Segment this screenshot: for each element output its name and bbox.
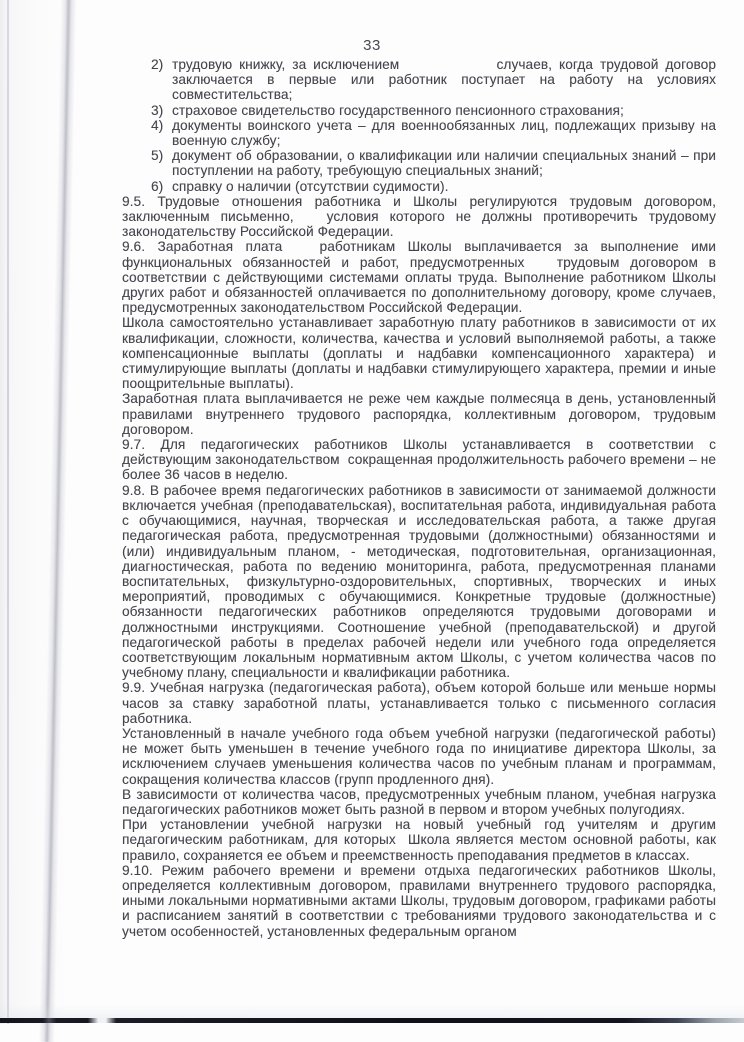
paragraph-9-7: 9.7. Для педагогических работников Школы устанавливается в соответствии с действующим законодательством сокращенная продолжительность рабочего времени – не более 36 часов в неделю. [122,437,716,483]
list-item [122,103,716,118]
list-item [122,179,716,194]
list-item-number: 4) [151,117,164,133]
paragraph-9-10: 9.10. Режим рабочего времени и времени отдыха педагогических работников Школы, определяется коллективным договором, правилами внутреннего трудового распорядка, иными локальными нормативными актами Школы, трудовым договором, графиками работы и расписанием занятий в соответствии с требованиями трудового законодательства и с учетом особенностей, установленных федеральным органом [122,862,716,939]
paragraph-workload-semesters: В зависимости от количества часов, предусмотренных учебным планом, учебная нагрузка педагогических работников может быть разной в первом и втором учебных полугодиях. [122,786,716,817]
page-fold-shadow [39,0,77,1042]
list-item-text: страховое свидетельство государственного пенсионного страхования; [172,102,624,118]
page-left-edge-line [7,0,9,1024]
paragraph-salary-setting: Школа самостоятельно устанавливает заработную плату работников в зависимости от их квалификации, сложности, количества, качества и условий выполняемой работы, а также компенсационные выплаты (доплаты и надбавки компенсационного характера) и стимулирующие выплаты (доплаты и надбавки стимулирующего характера, премии и иные поощрительные выплаты). [122,315,716,392]
list-item-number: 5) [151,148,164,164]
paragraph-workload-set: Установленный в начале учебного года объем учебной нагрузки (педагогической работы) не может быть уменьшен в течение учебного года по инициативе директора Школы, за исключением случаев уменьшения количества часов по учебным планам и программам, сокращения количества классов (групп продленного дня). [122,725,716,787]
paragraph-workload-newyear: При установлении учебной нагрузки на новый учебный год учителям и другим педагогическим работникам, для которых Школа является местом основной работы, как правило, сохраняется ее объем и преемственность преподавания предметов в классах. [122,817,716,863]
list-item-text: документы воинского учета – для военнообязанных лиц, подлежащих призыву на военную службу; [172,117,716,149]
list-item-text: справку о наличии (отсутствии судимости). [172,178,449,194]
paragraph-9-5: 9.5. Трудовые отношения работника и Школы регулируются трудовым договором, заключенным письменно, условия которого не должны противоречить трудовому законодательству Российской Федерации. [122,193,716,240]
list-item [122,148,716,178]
list-item [122,118,716,148]
list-item-text: документ об образовании, о квалификации или наличии специальных знаний – при поступлении на работу, требующую специальных знаний; [172,148,716,179]
document-body [122,57,716,939]
scan-bottom-shadow [0,1004,744,1018]
page-number: 33 [363,37,381,54]
list-item-text: трудовую книжку, за исключением случаев, когда трудовой договор заключается в первые или работник поступает на работу на условиях совместительства; [172,57,716,103]
scan-bottom-edge-artifact [0,1018,744,1023]
list-item-number: 6) [151,178,164,194]
list-item-number: 3) [151,102,164,118]
paragraph-9-6: 9.6. Заработная плата работникам Школы выплачивается за выполнение ими функциональных обязанностей и работ, предусмотренных трудовым договором в соответствии с действующими системами оплаты труда. Выполнение работником Школы других работ и обязанностей оплачивается по дополнительному договору, кроме случаев, предусмотренных законодательством Российской Федерации. [122,239,716,316]
paragraph-salary-payment: Заработная плата выплачивается не реже чем каждые полмесяца в день, установленный правилами внутреннего трудового распорядка, коллективным договором, трудовым договором. [122,391,716,437]
numbered-list [122,57,716,194]
paragraph-9-8: 9.8. В рабочее время педагогических работников в зависимости от занимаемой должности включается учебная (преподавательская), воспитательная работа, индивидуальная работа с обучающимися, научная, творческая и исследовательская работа, а также другая педагогическая работа, предусмотренная трудовыми (должностными) обязанностями и (или) индивидуальным планом, - методическая, подготовительная, организационная, диагностическая, работа по ведению мониторинга, работа, предусмотренная планами воспитательных, физкультурно-оздоровительных, спортивных, творческих и иных мероприятий, проводимых с обучающимися. Конкретные трудовые (должностные) обязанности педагогических работников определяются трудовыми договорами и должностными инструкциями. Соотношение учебной (преподавательской) и другой педагогической работы в пределах рабочей недели или учебного года определяется соответствующим локальным нормативным актом Школы, с учетом количества часов по учебному плану, специальности и квалификации работника. [122,482,716,681]
list-item-number: 2) [151,57,164,72]
list-item [122,57,716,103]
paragraph-9-9: 9.9. Учебная нагрузка (педагогическая работа), объем которой больше или меньше нормы часов за ставку заработной платы, устанавливается только с письменного согласия работника. [122,680,716,726]
